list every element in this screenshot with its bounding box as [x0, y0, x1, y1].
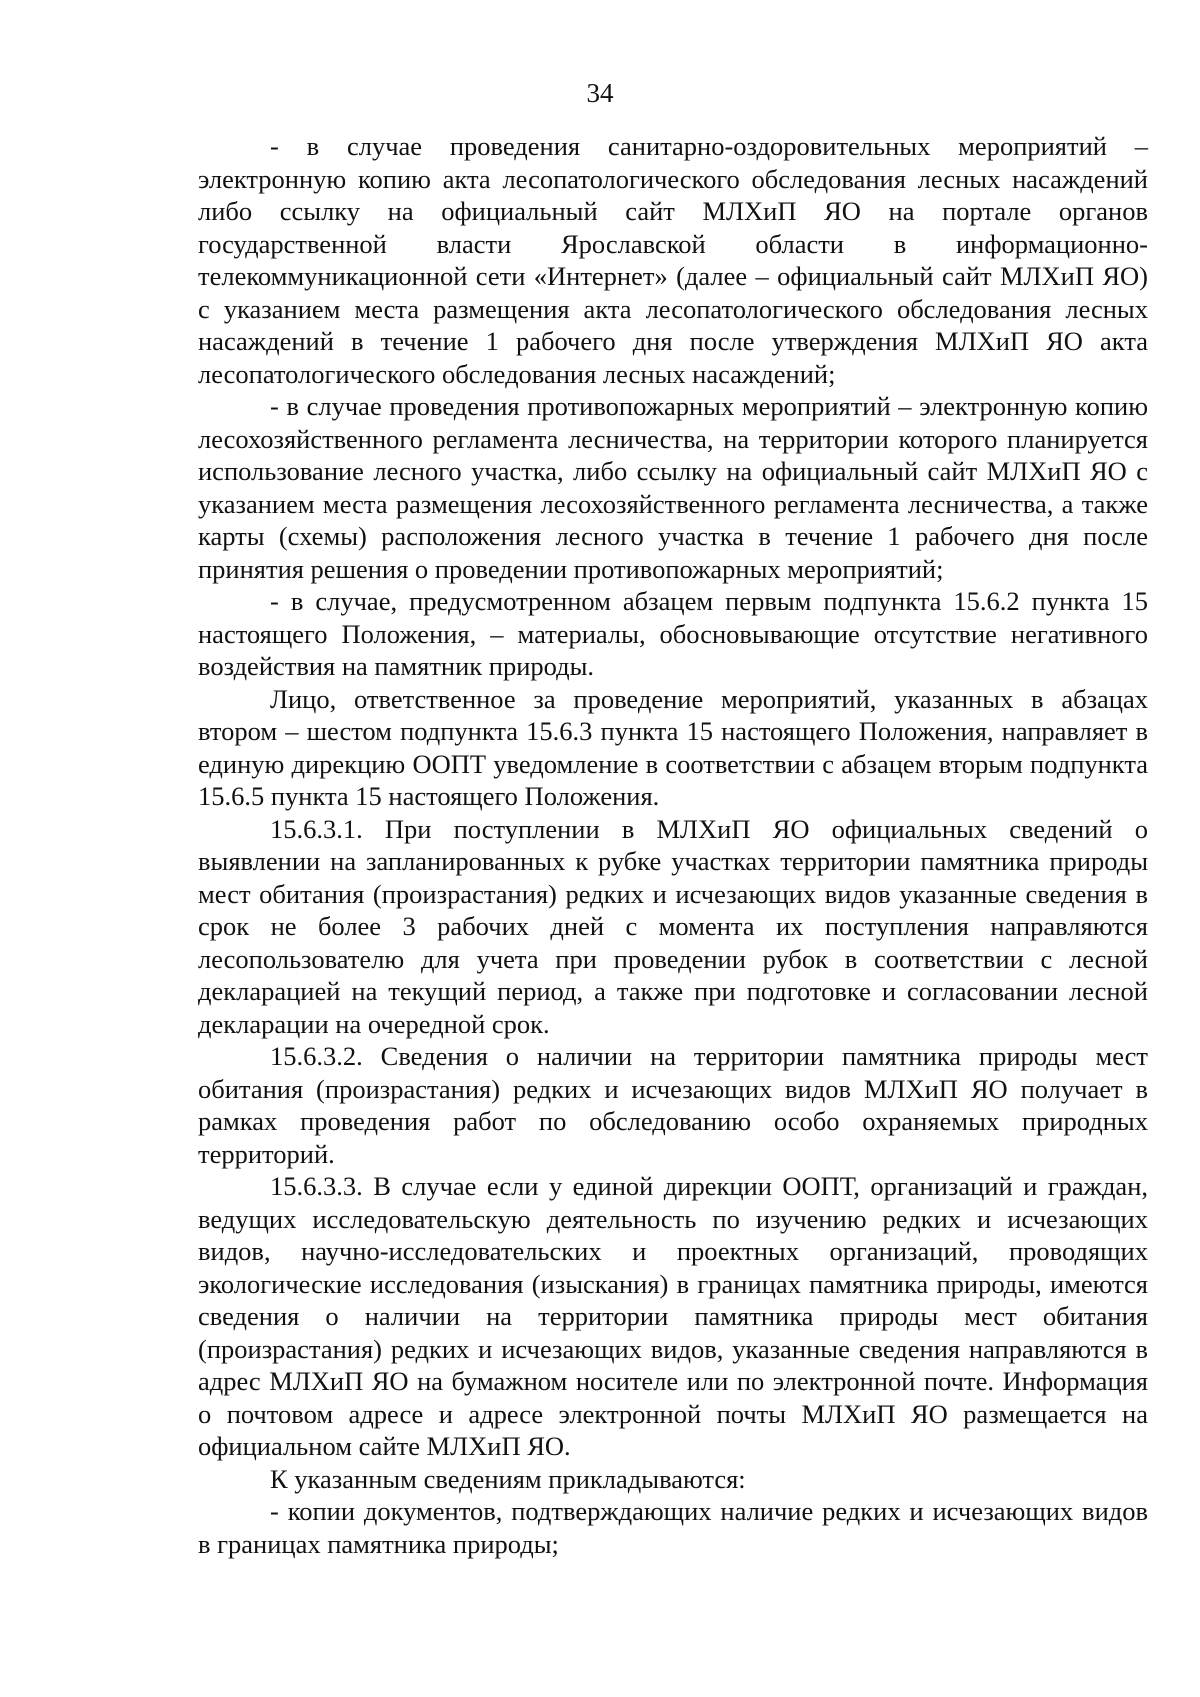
paragraph-responsible-person: Лицо, ответственное за проведение мероприятий, указанных в абзацах втором – шестом подпункта 15.6.3 пункта 15 настоящего Положения, направляет в единую дирекцию ООПТ уведомление в соответствии с абзацем вторым подпункта 15.6.5 пункта 15 настоящего Положения. [198, 683, 1148, 811]
page-number: 34 [586, 78, 614, 108]
paragraph-attachments-intro: К указанным сведениям прикладываются: [270, 1463, 746, 1494]
paragraph-fire-measures: - в случае проведения противопожарных мероприятий – электронную копию лесохозяйственного регламента лесничества, на территории которого планируется использование лесного участка, либо ссылку на официальный сайт МЛХиП ЯО с указанием места размещения лесохозяйственного регламента лесничества, а также карты (схемы) расположения лесного участка в течение 1 рабочего дня после принятия решения о проведении противопожарных мероприятий; [198, 391, 1148, 584]
document-body [198, 130, 1148, 1560]
paragraph-15-6-3-1: 15.6.3.1. При поступлении в МЛХиП ЯО официальных сведений о выявлении на запланированных к рубке участках территории памятника природы мест обитания (произрастания) редких и исчезающих видов указанные сведения в срок не более 3 рабочих дней с момента их поступления направляются лесопользователю для учета при проведении рубок в соответствии с лесной декларацией на текущий период, а также при подготовке и согласовании лесной декларации на очередной срок. [198, 813, 1148, 1039]
paragraph-15-6-3-2: 15.6.3.2. Сведения о наличии на территории памятника природы мест обитания (произрастания) редких и исчезающих видов МЛХиП ЯО получает в рамках проведения работ по обследованию особо охраняемых природных территорий. [198, 1041, 1148, 1169]
paragraph-materials: - в случае, предусмотренном абзацем первым подпункта 15.6.2 пункта 15 настоящего Положения, – материалы, обосновывающие отсутствие негативного воздействия на памятник природы. [198, 586, 1148, 681]
paragraph-15-6-3-3: 15.6.3.3. В случае если у единой дирекции ООПТ, организаций и граждан, ведущих исследовательскую деятельность по изучению редких и исчезающих видов, научно-исследовательских и проектных организаций, проводящих экологические исследования (изыскания) в границах памятника природы, имеются сведения о наличии на территории памятника природы мест обитания (произрастания) редких и исчезающих видов, указанные сведения направляются в адрес МЛХиП ЯО на бумажном носителе или по электронной почте. Информация о почтовом адресе и адресе электронной почты МЛХиП ЯО размещается на официальном сайте МЛХиП ЯО. [198, 1171, 1148, 1461]
paragraph-sanitary-measures: - в случае проведения санитарно-оздоровительных мероприятий – электронную копию акта лесопатологического обследования лесных насаждений либо ссылку на официальный сайт МЛХиП ЯО на портале органов государственной власти Ярославской области в информационно-телекоммуникационной сети «Интернет» (далее – официальный сайт МЛХиП ЯО) с указанием места размещения акта лесопатологического обследования лесных насаждений в течение 1 рабочего дня после утверждения МЛХиП ЯО акта лесопатологического обследования лесных насаждений; [198, 131, 1148, 389]
paragraph-document-copies: - копии документов, подтверждающих наличие редких и исчезающих видов в границах памятника природы; [198, 1496, 1148, 1559]
